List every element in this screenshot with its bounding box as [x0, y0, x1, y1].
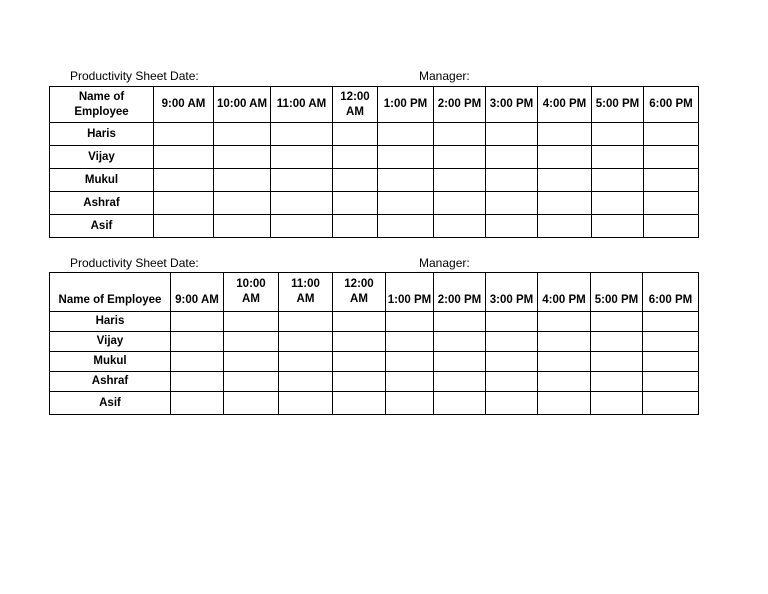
time-cell[interactable] — [279, 372, 333, 392]
time-cell[interactable] — [538, 312, 591, 332]
time-cell[interactable] — [486, 169, 538, 192]
time-cell[interactable] — [538, 372, 591, 392]
time-cell[interactable] — [486, 123, 538, 146]
time-cell[interactable] — [644, 192, 699, 215]
time-cell[interactable] — [486, 352, 538, 372]
table-row — [50, 192, 699, 215]
time-cell[interactable] — [271, 192, 333, 215]
time-cell[interactable] — [154, 192, 214, 215]
employee-name: Mukul — [50, 352, 171, 372]
time-cell[interactable] — [214, 215, 271, 238]
time-cell[interactable] — [333, 312, 386, 332]
time-cell[interactable] — [486, 215, 538, 238]
time-cell[interactable] — [434, 312, 486, 332]
employee-name: Mukul — [50, 169, 154, 192]
time-cell[interactable] — [378, 146, 434, 169]
time-cell[interactable] — [538, 169, 592, 192]
time-cell[interactable] — [271, 123, 333, 146]
time-cell[interactable] — [486, 312, 538, 332]
time-cell[interactable] — [171, 392, 224, 415]
sheet2-header-row — [50, 273, 699, 312]
time-cell[interactable] — [591, 332, 643, 352]
time-cell[interactable] — [214, 192, 271, 215]
time-cell[interactable] — [644, 146, 699, 169]
time-cell[interactable] — [643, 372, 699, 392]
sheet2-col-header: 4:00 PM — [538, 273, 591, 312]
sheet1-col-header: 10:00 AM — [214, 87, 271, 123]
sheet1-col-header: 3:00 PM — [486, 87, 538, 123]
time-cell[interactable] — [214, 169, 271, 192]
time-cell[interactable] — [378, 123, 434, 146]
time-cell[interactable] — [538, 192, 592, 215]
time-cell[interactable] — [386, 352, 434, 372]
employee-name: Asif — [50, 215, 154, 238]
time-cell[interactable] — [378, 169, 434, 192]
sheet2-col-header: 12:00 AM — [333, 273, 386, 312]
time-cell[interactable] — [592, 169, 644, 192]
time-cell[interactable] — [643, 392, 699, 415]
time-cell[interactable] — [271, 146, 333, 169]
time-cell[interactable] — [538, 392, 591, 415]
time-cell[interactable] — [592, 146, 644, 169]
time-cell[interactable] — [333, 332, 386, 352]
table-row — [50, 352, 699, 372]
time-cell[interactable] — [644, 123, 699, 146]
sheet1-col-header: 4:00 PM — [538, 87, 592, 123]
sheet2-col-header: 10:00 AM — [224, 273, 279, 312]
time-cell[interactable] — [279, 312, 333, 332]
time-cell[interactable] — [378, 215, 434, 238]
time-cell[interactable] — [154, 215, 214, 238]
time-cell[interactable] — [224, 352, 279, 372]
sheet1-date-label: Productivity Sheet Date: — [70, 69, 199, 83]
table-row — [50, 332, 699, 352]
time-cell[interactable] — [154, 146, 214, 169]
time-cell[interactable] — [333, 169, 378, 192]
time-cell[interactable] — [386, 372, 434, 392]
time-cell[interactable] — [154, 123, 214, 146]
sheet2-header — [70, 256, 710, 270]
time-cell[interactable] — [434, 192, 486, 215]
time-cell[interactable] — [486, 332, 538, 352]
employee-name: Ashraf — [50, 372, 171, 392]
time-cell[interactable] — [224, 332, 279, 352]
sheet1-col-header: 6:00 PM — [644, 87, 699, 123]
time-cell[interactable] — [434, 215, 486, 238]
time-cell[interactable] — [378, 192, 434, 215]
time-cell[interactable] — [644, 215, 699, 238]
time-cell[interactable] — [333, 215, 378, 238]
employee-name: Vijay — [50, 146, 154, 169]
time-cell[interactable] — [592, 123, 644, 146]
time-cell[interactable] — [486, 372, 538, 392]
time-cell[interactable] — [214, 146, 271, 169]
time-cell[interactable] — [279, 392, 333, 415]
table-row — [50, 169, 699, 192]
employee-name: Haris — [50, 312, 171, 332]
time-cell[interactable] — [271, 215, 333, 238]
time-cell[interactable] — [333, 352, 386, 372]
time-cell[interactable] — [224, 312, 279, 332]
time-cell[interactable] — [434, 332, 486, 352]
table-row — [50, 372, 699, 392]
table-row — [50, 312, 699, 332]
time-cell[interactable] — [486, 392, 538, 415]
time-cell[interactable] — [333, 192, 378, 215]
time-cell[interactable] — [279, 332, 333, 352]
sheet2-col-header: 3:00 PM — [486, 273, 538, 312]
time-cell[interactable] — [591, 372, 643, 392]
time-cell[interactable] — [591, 352, 643, 372]
time-cell[interactable] — [538, 146, 592, 169]
employee-name: Asif — [50, 392, 171, 415]
time-cell[interactable] — [171, 352, 224, 372]
employee-name: Vijay — [50, 332, 171, 352]
sheet1-col-header: 11:00 AM — [271, 87, 333, 123]
time-cell[interactable] — [386, 312, 434, 332]
time-cell[interactable] — [333, 372, 386, 392]
time-cell[interactable] — [592, 215, 644, 238]
table-row — [50, 146, 699, 169]
employee-name: Haris — [50, 123, 154, 146]
time-cell[interactable] — [644, 169, 699, 192]
time-cell[interactable] — [171, 332, 224, 352]
time-cell[interactable] — [434, 372, 486, 392]
time-cell[interactable] — [386, 392, 434, 415]
sheet1-manager-label: Manager: — [419, 69, 470, 83]
time-cell[interactable] — [643, 352, 699, 372]
sheet2-col-header: Name of Employee — [50, 273, 171, 312]
time-cell[interactable] — [333, 146, 378, 169]
time-cell[interactable] — [271, 169, 333, 192]
sheet2-col-header: 2:00 PM — [434, 273, 486, 312]
time-cell[interactable] — [434, 169, 486, 192]
sheet2-col-header: 11:00 AM — [279, 273, 333, 312]
sheet2-date-label: Productivity Sheet Date: — [70, 256, 199, 270]
table-row — [50, 123, 699, 146]
time-cell[interactable] — [171, 372, 224, 392]
time-cell[interactable] — [171, 312, 224, 332]
sheet1-col-header: 12:00 AM — [333, 87, 378, 123]
time-cell[interactable] — [224, 372, 279, 392]
sheet1-col-header: 2:00 PM — [434, 87, 486, 123]
time-cell[interactable] — [434, 146, 486, 169]
time-cell[interactable] — [538, 215, 592, 238]
employee-name: Ashraf — [50, 192, 154, 215]
time-cell[interactable] — [643, 332, 699, 352]
time-cell[interactable] — [538, 123, 592, 146]
sheet1-header — [70, 69, 710, 83]
time-cell[interactable] — [224, 392, 279, 415]
time-cell[interactable] — [386, 332, 434, 352]
time-cell[interactable] — [434, 123, 486, 146]
sheet2-col-header: 6:00 PM — [643, 273, 699, 312]
time-cell[interactable] — [643, 312, 699, 332]
sheet1-col-header: Name of Employee — [50, 87, 154, 123]
time-cell[interactable] — [333, 123, 378, 146]
sheet1-table — [49, 86, 699, 238]
time-cell[interactable] — [434, 392, 486, 415]
sheet1-col-header: 5:00 PM — [592, 87, 644, 123]
sheet1-col-header: 1:00 PM — [378, 87, 434, 123]
sheet2-manager-label: Manager: — [419, 256, 470, 270]
time-cell[interactable] — [538, 332, 591, 352]
time-cell[interactable] — [591, 312, 643, 332]
sheet2-col-header: 9:00 AM — [171, 273, 224, 312]
sheet2-col-header: 5:00 PM — [591, 273, 643, 312]
time-cell[interactable] — [486, 192, 538, 215]
sheet1-header-row — [50, 87, 699, 123]
time-cell[interactable] — [279, 352, 333, 372]
time-cell[interactable] — [214, 123, 271, 146]
sheet2-col-header: 1:00 PM — [386, 273, 434, 312]
sheet2-table — [49, 272, 699, 415]
time-cell[interactable] — [434, 352, 486, 372]
time-cell[interactable] — [486, 146, 538, 169]
sheet1-col-header: 9:00 AM — [154, 87, 214, 123]
time-cell[interactable] — [592, 192, 644, 215]
time-cell[interactable] — [538, 352, 591, 372]
time-cell[interactable] — [333, 392, 386, 415]
table-row — [50, 392, 699, 415]
time-cell[interactable] — [591, 392, 643, 415]
time-cell[interactable] — [154, 169, 214, 192]
table-row — [50, 215, 699, 238]
